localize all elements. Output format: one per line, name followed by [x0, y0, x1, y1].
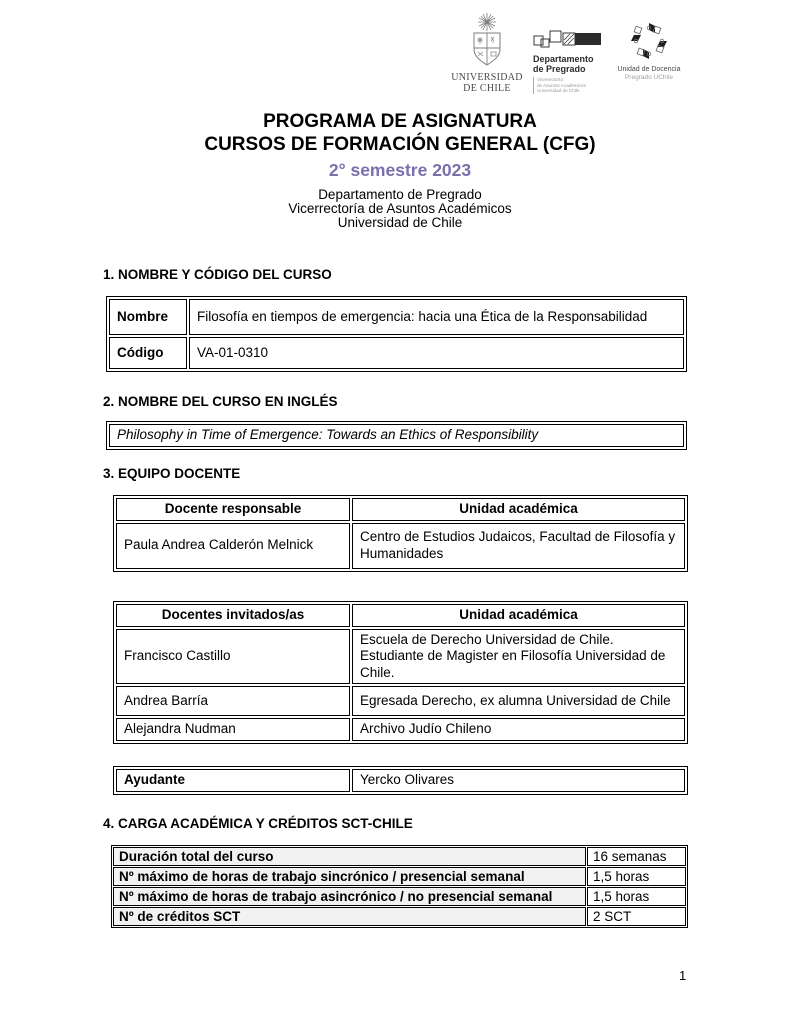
table-row: [109, 337, 684, 369]
pregrado-logo-sub-line2: de Asuntos Académicos: [537, 82, 586, 88]
course-code-label: Código: [109, 337, 187, 369]
sct-credits-label: Nº de créditos SCT: [113, 907, 586, 926]
assistant-label: Ayudante: [116, 769, 350, 792]
unidad-docencia-logo: [614, 13, 684, 82]
table-row: [116, 686, 685, 716]
english-name-table: [106, 421, 687, 450]
section3-heading: 3. EQUIPO DOCENTE: [103, 466, 241, 481]
credits-table: [111, 845, 688, 928]
english-name-value: Philosophy in Time of Emergence: Towards an Ethics of Responsibility: [109, 424, 684, 447]
table-row: [113, 847, 686, 866]
table-row: [113, 907, 686, 926]
section2-heading: 2. NOMBRE DEL CURSO EN INGLÉS: [103, 394, 338, 409]
async-hours-value: 1,5 horas: [587, 887, 686, 906]
invited-teacher-unit: Escuela de Derecho Universidad de Chile. Estudiante de Magister en Filosofía Universidad de Chile.: [352, 629, 685, 685]
table-row: [113, 887, 686, 906]
pregrado-squares-icon: [533, 27, 603, 51]
document-title-line2: CURSOS DE FORMACIÓN GENERAL (CFG): [204, 134, 596, 155]
pregrado-logo-title-line1: Departamento: [533, 54, 594, 64]
responsible-teacher-name: Paula Andrea Calderón Melnick: [116, 523, 350, 569]
assistant-table: [113, 766, 688, 795]
duration-label: Duración total del curso: [113, 847, 586, 866]
invited-header-unit: Unidad académica: [352, 604, 685, 627]
org-line-universidad: Universidad de Chile: [337, 214, 463, 230]
invited-teacher-name: Alejandra Nudman: [116, 718, 350, 741]
invited-teacher-unit: Archivo Judío Chileno: [352, 718, 685, 741]
docencia-logo-text-line1: Unidad de Docencia: [617, 66, 681, 73]
section4-heading: 4. CARGA ACADÉMICA Y CRÉDITOS SCT-CHILE: [103, 816, 413, 831]
course-name-value: Filosofía en tiempos de emergencia: hacia una Ética de la Responsabilidad: [189, 299, 684, 335]
sync-hours-value: 1,5 horas: [587, 867, 686, 886]
table-row: [116, 718, 685, 741]
section1-heading: 1. NOMBRE Y CÓDIGO DEL CURSO: [103, 267, 332, 282]
semester-subtitle: 2° semestre 2023: [328, 160, 472, 180]
assistant-value: Yercko Olivares: [352, 769, 685, 792]
departamento-pregrado-logo: [533, 13, 603, 94]
responsible-teacher-table: [113, 495, 688, 572]
responsible-header-unit: Unidad académica: [352, 498, 685, 521]
async-hours-label: Nº máximo de horas de trabajo asincrónico / no presencial semanal: [113, 887, 586, 906]
responsible-header-teacher: Docente responsable: [116, 498, 350, 521]
table-row: [116, 769, 685, 792]
org-line-vicerrectoria: Vicerrectoría de Asuntos Académicos: [288, 200, 512, 216]
universidad-de-chile-logo: [452, 13, 522, 94]
pregrado-logo-title-line2: de Pregrado: [533, 64, 586, 74]
header-logos: [452, 13, 684, 94]
table-row: [116, 629, 685, 685]
invited-teacher-name: Francisco Castillo: [116, 629, 350, 685]
table-row: [109, 299, 684, 335]
duration-value: 16 semanas: [587, 847, 686, 866]
responsible-teacher-unit: Centro de Estudios Judaicos, Facultad de Filosofía y Humanidades: [352, 523, 685, 569]
invited-teacher-unit: Egresada Derecho, ex alumna Universidad de Chile: [352, 686, 685, 716]
table-row: [116, 523, 685, 569]
table-header-row: [116, 604, 685, 627]
invited-teachers-table: [113, 601, 688, 744]
pregrado-logo-sub-line3: Universidad de Chile: [537, 88, 580, 94]
course-name-label: Nombre: [109, 299, 187, 335]
uchile-crest-icon: [458, 13, 516, 71]
uchile-logo-text-line2: DE CHILE: [463, 83, 511, 94]
page-number: 1: [679, 968, 687, 983]
org-line-departamento: Departamento de Pregrado: [318, 187, 482, 202]
document-title-line1: PROGRAMA DE ASIGNATURA: [263, 111, 537, 132]
sync-hours-label: Nº máximo de horas de trabajo sincrónico / presencial semanal: [113, 867, 586, 886]
invited-header-teacher: Docentes invitados/as: [116, 604, 350, 627]
course-name-code-table: [106, 296, 687, 372]
docencia-pinwheel-icon: [627, 19, 671, 63]
table-row: [113, 867, 686, 886]
docencia-logo-text-line2: Pregrado UChile: [624, 74, 674, 81]
table-row: [109, 424, 684, 447]
sct-credits-value: 2 SCT: [587, 907, 686, 926]
pregrado-logo-sub-line1: Vicerrectoría: [537, 77, 563, 82]
course-code-value: VA-01-0310: [189, 337, 684, 369]
invited-teacher-name: Andrea Barría: [116, 686, 350, 716]
uchile-logo-text-line1: UNIVERSIDAD: [451, 72, 523, 83]
title-block: [0, 110, 800, 229]
table-header-row: [116, 498, 685, 521]
